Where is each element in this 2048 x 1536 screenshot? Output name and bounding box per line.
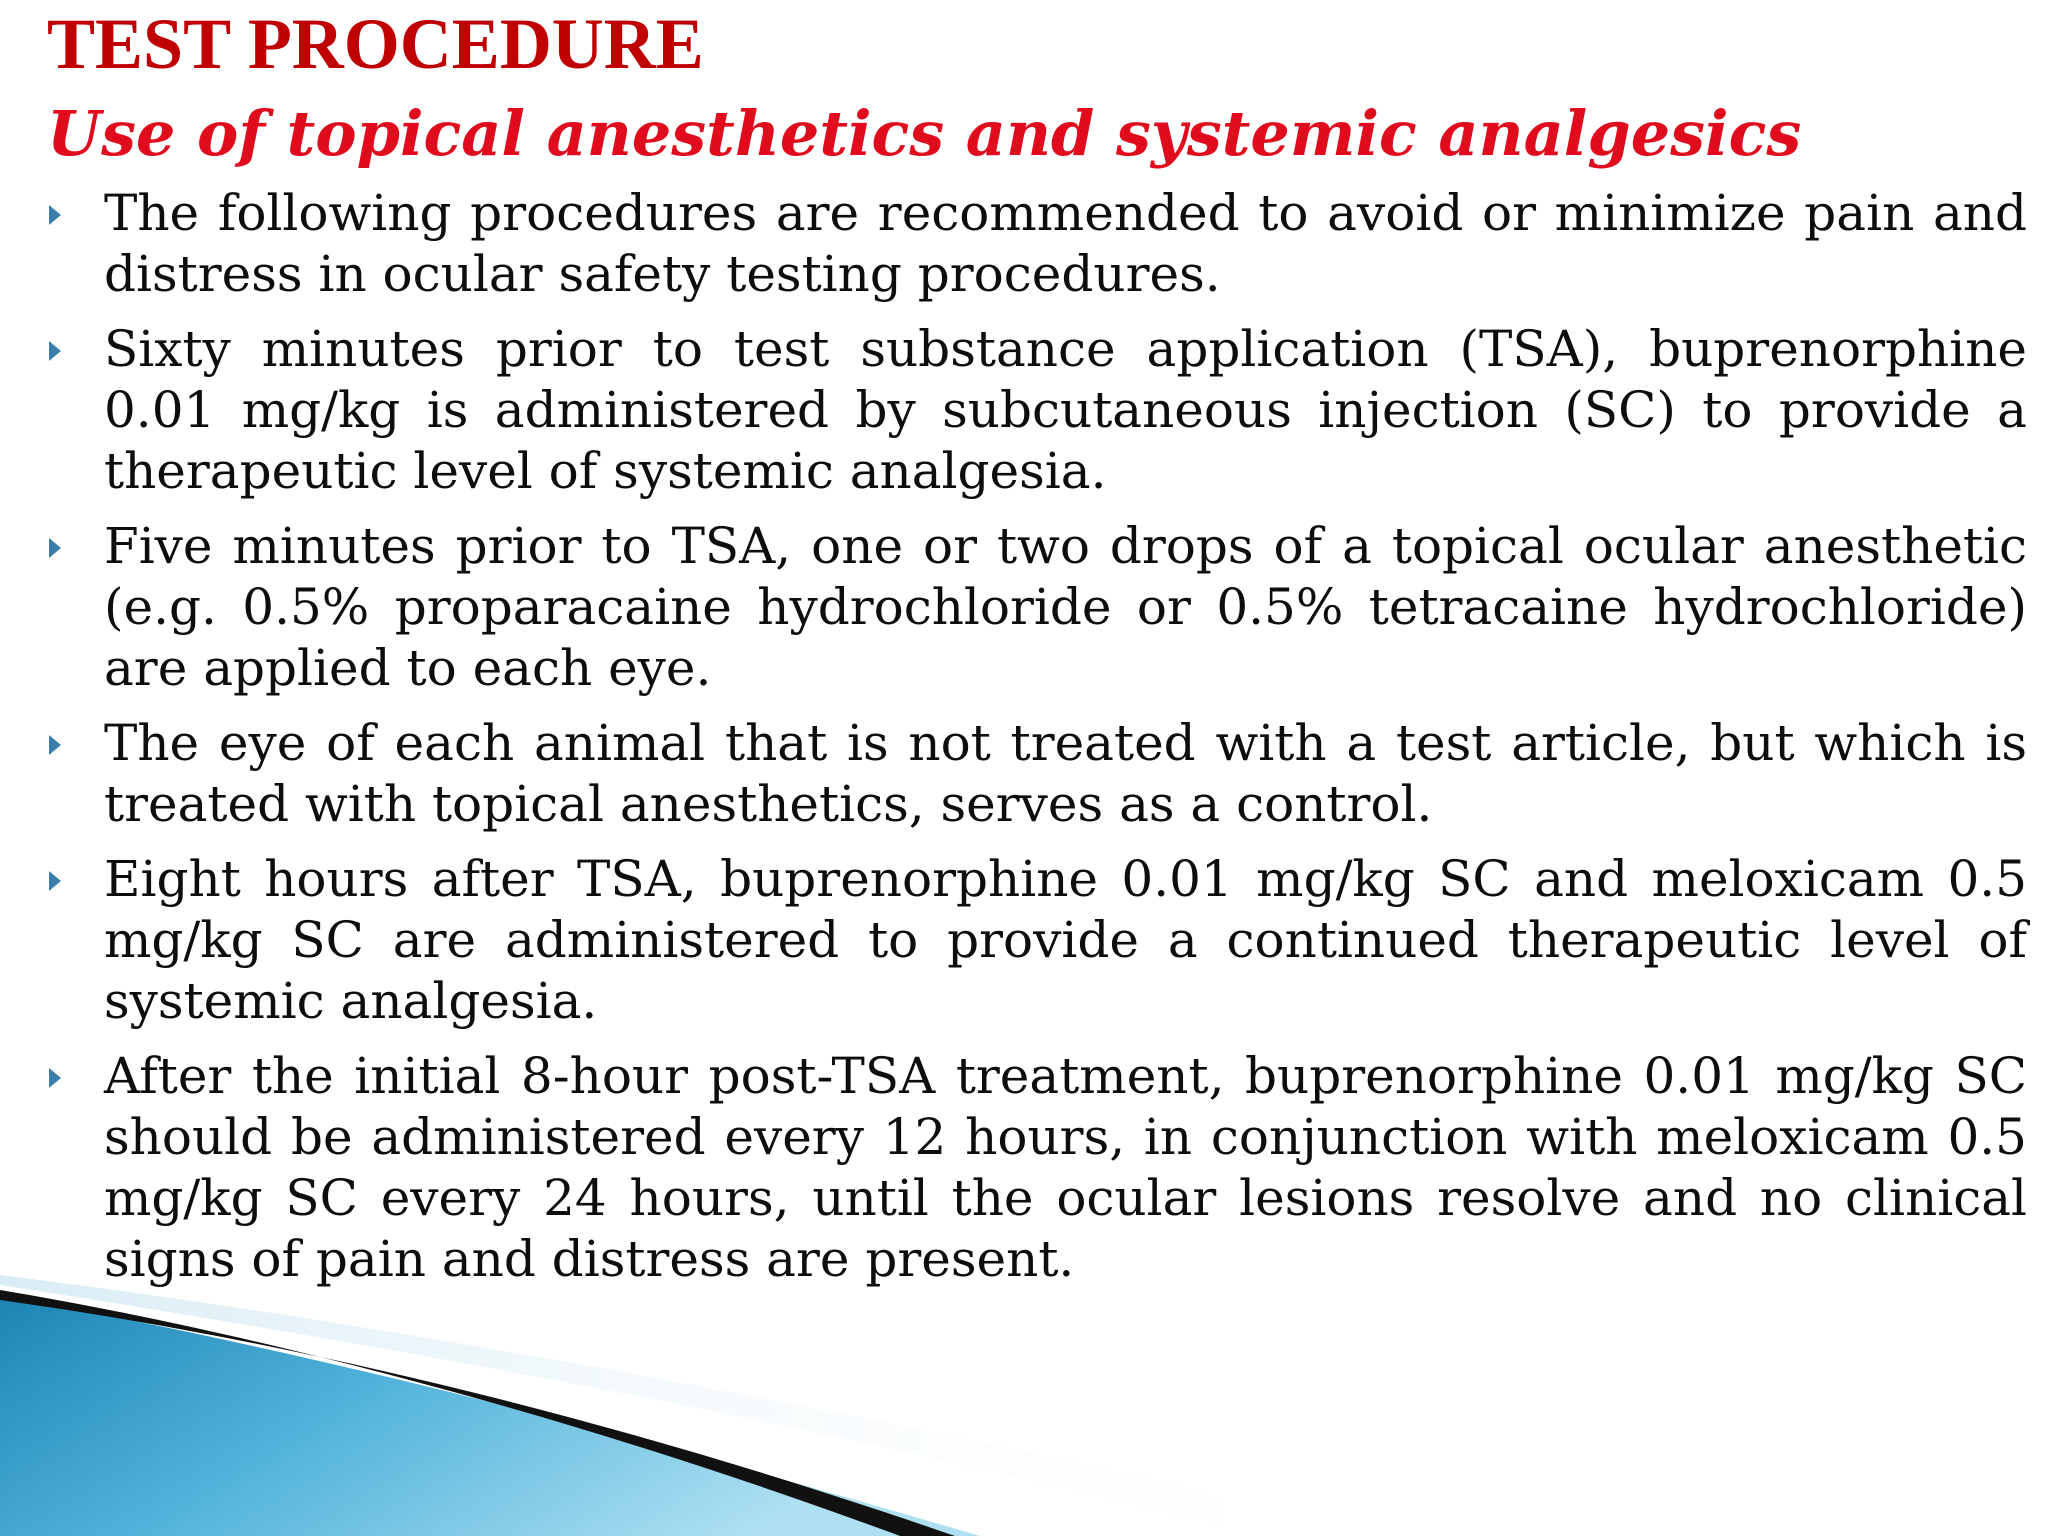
bullet-list — [0, 183, 2048, 1304]
bullet-text: After the initial 8-hour post-TSA treatment, buprenorphine 0.01 mg/kg SC should be administered every 12 hours, in conjunction with meloxicam 0.5 mg/kg SC every 24 hours, until the ocular lesions resolve and no clinical signs of pain and distress are present. — [104, 1047, 2027, 1288]
bullet-text: The following procedures are recommended to avoid or minimize pain and distress in ocular safety testing procedures. — [104, 184, 2027, 303]
triangle-right-icon — [49, 205, 61, 225]
bullet-text: Eight hours after TSA, buprenorphine 0.01 mg/kg SC and meloxicam 0.5 mg/kg SC are administered to provide a continued therapeutic level of systemic analgesia. — [104, 850, 2027, 1030]
bullet-text: Sixty minutes prior to test substance application (TSA), buprenorphine 0.01 mg/kg is administered by subcutaneous injection (SC) to provide a therapeutic level of systemic analgesia. — [104, 320, 2027, 500]
bullet-item — [104, 183, 2027, 305]
triangle-right-icon — [49, 1068, 61, 1088]
bullet-text: The eye of each animal that is not treated with a test article, but which is treated with topical anesthetics, serves as a control. — [104, 714, 2027, 833]
bullet-item — [104, 1046, 2027, 1290]
triangle-right-icon — [49, 735, 61, 755]
slide-title: TEST PROCEDURE — [47, 4, 704, 84]
slide-subtitle: Use of topical anesthetics and systemic analgesics — [47, 97, 1802, 170]
triangle-right-icon — [49, 871, 61, 891]
bullet-item — [104, 319, 2027, 502]
bullet-item — [104, 516, 2027, 699]
triangle-right-icon — [49, 538, 61, 558]
bullet-text: Five minutes prior to TSA, one or two drops of a topical ocular anesthetic (e.g. 0.5% proparacaine hydrochloride or 0.5% tetracaine hydrochloride) are applied to each eye. — [104, 517, 2027, 697]
triangle-right-icon — [49, 341, 61, 361]
bullet-item — [104, 849, 2027, 1032]
bullet-item — [104, 713, 2027, 835]
